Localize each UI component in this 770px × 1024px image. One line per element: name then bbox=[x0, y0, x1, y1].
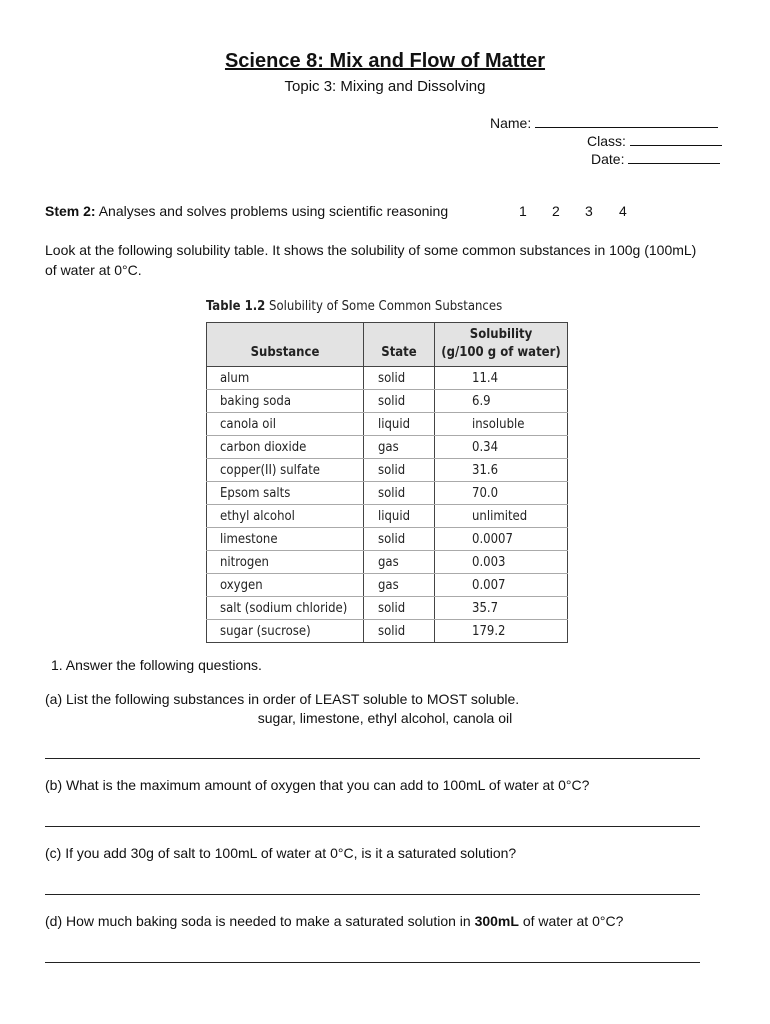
table-row bbox=[207, 574, 568, 597]
cell-state: solid bbox=[364, 459, 435, 482]
table-row bbox=[207, 367, 568, 390]
table-row bbox=[207, 459, 568, 482]
cell-solubility: 0.007 bbox=[435, 574, 568, 597]
answer-line-d[interactable] bbox=[45, 962, 700, 963]
cell-solubility: insoluble bbox=[435, 413, 568, 436]
table-caption-label: Table 1.2 bbox=[206, 299, 266, 314]
name-blank[interactable] bbox=[535, 114, 718, 128]
cell-substance: carbon dioxide bbox=[207, 436, 364, 459]
table-caption bbox=[206, 299, 502, 314]
name-label: Name: bbox=[490, 115, 532, 131]
table-row bbox=[207, 482, 568, 505]
header-solubility-title: Solubility bbox=[469, 327, 533, 342]
question-a: (a) List the following substances in order of LEAST soluble to MOST soluble. bbox=[45, 691, 520, 707]
cell-solubility: 6.9 bbox=[435, 390, 568, 413]
cell-state: solid bbox=[364, 367, 435, 390]
date-label: Date: bbox=[591, 151, 625, 167]
question-c: (c) If you add 30g of salt to 100mL of water at 0°C, is it a saturated solution? bbox=[45, 845, 517, 861]
answer-line-c[interactable] bbox=[45, 894, 700, 895]
cell-substance: copper(II) sulfate bbox=[207, 459, 364, 482]
class-row bbox=[587, 132, 722, 149]
scale-3: 3 bbox=[585, 203, 593, 219]
cell-substance: alum bbox=[207, 367, 364, 390]
cell-solubility: 0.003 bbox=[435, 551, 568, 574]
class-blank[interactable] bbox=[630, 132, 722, 146]
cell-solubility: unlimited bbox=[435, 505, 568, 528]
table-row bbox=[207, 597, 568, 620]
cell-solubility: 0.34 bbox=[435, 436, 568, 459]
cell-substance: ethyl alcohol bbox=[207, 505, 364, 528]
question-d bbox=[45, 913, 623, 929]
table-row bbox=[207, 390, 568, 413]
date-blank[interactable] bbox=[628, 150, 720, 164]
cell-solubility: 11.4 bbox=[435, 367, 568, 390]
table-header-row bbox=[207, 323, 568, 367]
table-row bbox=[207, 505, 568, 528]
cell-state: gas bbox=[364, 574, 435, 597]
cell-state: liquid bbox=[364, 505, 435, 528]
solubility-table bbox=[206, 322, 568, 643]
cell-solubility: 179.2 bbox=[435, 620, 568, 643]
table-row bbox=[207, 551, 568, 574]
questions-intro: 1. Answer the following questions. bbox=[51, 657, 262, 673]
cell-solubility: 31.6 bbox=[435, 459, 568, 482]
table-row bbox=[207, 436, 568, 459]
scale-2: 2 bbox=[552, 203, 560, 219]
table-row bbox=[207, 620, 568, 643]
cell-substance: salt (sodium chloride) bbox=[207, 597, 364, 620]
cell-substance: oxygen bbox=[207, 574, 364, 597]
cell-state: solid bbox=[364, 597, 435, 620]
question-d-text-end: of water at 0°C? bbox=[518, 913, 624, 929]
cell-substance: nitrogen bbox=[207, 551, 364, 574]
stem-label: Stem 2: bbox=[45, 203, 96, 219]
question-d-text: (d) How much baking soda is needed to make a saturated solution in bbox=[45, 913, 475, 929]
header-state: State bbox=[364, 323, 435, 367]
cell-state: solid bbox=[364, 482, 435, 505]
cell-solubility: 0.0007 bbox=[435, 528, 568, 551]
cell-solubility: 35.7 bbox=[435, 597, 568, 620]
cell-state: solid bbox=[364, 390, 435, 413]
table-row bbox=[207, 413, 568, 436]
cell-state: liquid bbox=[364, 413, 435, 436]
scale-1: 1 bbox=[519, 203, 527, 219]
header-solubility-units: (g/100 g of water) bbox=[441, 345, 561, 360]
cell-solubility: 70.0 bbox=[435, 482, 568, 505]
class-label: Class: bbox=[587, 133, 626, 149]
scale-4: 4 bbox=[619, 203, 627, 219]
answer-line-a[interactable] bbox=[45, 758, 700, 759]
stem-text: Analyses and solves problems using scientific reasoning bbox=[98, 203, 449, 219]
stem-statement bbox=[45, 203, 448, 219]
cell-substance: Epsom salts bbox=[207, 482, 364, 505]
header-substance: Substance bbox=[207, 323, 364, 367]
header-solubility bbox=[435, 323, 568, 367]
cell-substance: limestone bbox=[207, 528, 364, 551]
table-caption-text: Solubility of Some Common Substances bbox=[269, 299, 503, 314]
page-title: Science 8: Mix and Flow of Matter bbox=[224, 50, 546, 72]
page-subtitle: Topic 3: Mixing and Dissolving bbox=[284, 78, 486, 95]
question-b: (b) What is the maximum amount of oxygen that you can add to 100mL of water at 0°C? bbox=[45, 777, 590, 793]
answer-line-b[interactable] bbox=[45, 826, 700, 827]
name-row bbox=[490, 114, 718, 131]
cell-state: gas bbox=[364, 551, 435, 574]
cell-state: gas bbox=[364, 436, 435, 459]
date-row bbox=[591, 150, 720, 167]
cell-state: solid bbox=[364, 620, 435, 643]
table-row bbox=[207, 528, 568, 551]
question-a-substances: sugar, limestone, ethyl alcohol, canola oil bbox=[257, 710, 513, 726]
intro-paragraph: Look at the following solubility table. It shows the solubility of some common substances in 100g (100mL) of water at 0°C. bbox=[45, 242, 697, 278]
cell-substance: canola oil bbox=[207, 413, 364, 436]
cell-state: solid bbox=[364, 528, 435, 551]
cell-substance: sugar (sucrose) bbox=[207, 620, 364, 643]
question-d-volume: 300mL bbox=[474, 913, 519, 929]
cell-substance: baking soda bbox=[207, 390, 364, 413]
